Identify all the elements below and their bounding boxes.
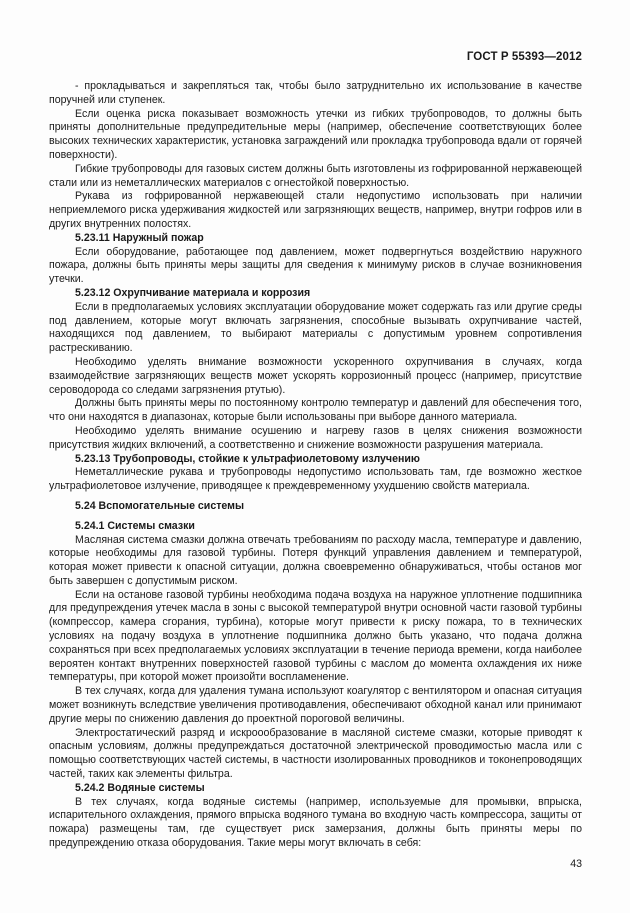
document-header: ГОСТ Р 55393—2012: [466, 51, 582, 63]
paragraph: Масляная система смазки должна отвечать требованиям по расходу масла, температуре и давлению, которые необходимы для газовой турбины. Потеря функций управления давлением и температурой, которая может привести к опасной ситуации, должна своевременно обнаруживаться, чтобы останов мог быть завершен с допустимым риском.: [49, 533, 582, 587]
page-number: 43: [570, 858, 582, 870]
paragraph: Необходимо уделять внимание осушению и нагреву газов в целях снижения возможности присутствия жидких включений, а соответственно и снижение возможности разрушения материала.: [49, 424, 582, 451]
subsection-heading: 5.23.12 Охрупчивание материала и коррозия: [75, 286, 311, 299]
paragraph: В тех случаях, когда водяные системы (например, используемые для промывки, впрыска, испарительного охлаждения, прямого впрыска водяного тумана во входную часть компрессора, защиты от пожара) размещены там, где существует риск замерзания, должны быть приняты меры по предупреждению отказа оборудования. Такие меры могут включать в себя:: [49, 795, 582, 850]
paragraph: Если оборудование, работающее под давлением, может подвергнуться воздействию наружного пожара, должны быть приняты меры защиты для сведения к минимуму рисков в случае возникновения утечки.: [49, 245, 582, 286]
paragraph: Неметаллические рукава и трубопроводы недопустимо использовать там, где возможно жесткое ультрафиолетовое излучение, приводящее к преждевременному ухудшению свойств материала.: [49, 466, 582, 493]
paragraph: В тех случаях, когда для удаления тумана используют коагулятор с вентилятором и опасная ситуация может возникнуть вследствие увеличения противодавления, обеспечивают обходной канал или принимают другие меры по снижению давления до проектной пороговой величины.: [49, 685, 582, 725]
paragraph: Если оценка риска показывает возможность утечки из гибких трубопроводов, то должны быть приняты дополнительные предупредительные меры (например, обеспечение соответствующих более высоких технических характеристик, установка заграждений или прокладка трубопровода вдали от горячей поверхности).: [49, 107, 582, 161]
subsection-heading: 5.23.11 Наружный пожар: [75, 231, 204, 244]
subsection-heading: 5.24.1 Системы смазки: [75, 519, 195, 532]
paragraph: Необходимо уделять внимание возможности ускоренного охрупчивания в случаях, когда взаимодействие загрязняющих веществ может ускорять коррозионный процесс (например, присутствие сероводорода со следами загрязнения ртутью).: [49, 355, 582, 396]
subsection-heading: 5.24.2 Водяные системы: [75, 781, 205, 794]
paragraph: Должны быть приняты меры по постоянному контролю температур и давлений для обеспечения того, что они находятся в диапазонах, которые были использованы при выборе данного материала.: [49, 397, 582, 424]
document-body: [49, 80, 582, 851]
paragraph: Электростатический разряд и искроообразование в масляной системе смазки, которые приводят к опасным условиям, должны предупреждаться достаточной электрической проводимостью масла или с помощью соответствующих частей системы, в частности изолированных проводников и токонепроводящих частей, таких как элементы фильтра.: [49, 726, 582, 781]
paragraph: Если на останове газовой турбины необходима подача воздуха на наружное уплотнение подшипника для предупреждения утечек масла в зоны с высокой температурой внутри основной части газовой турбины (компрессор, камера сгорания, турбина), которые могут привести к риску пожара, то в технических условиях на подачу воздуха в уплотнение подшипника должно быть указано, что подача должна сохраняться при всех предполагаемых условиях эксплуатации в течение периода времени, когда наиболее вероятен контакт внутренних поверхностей газовой турбины с маслом до момента охлаждения их ниже температуры, при которой может произойти воспламенение.: [49, 588, 582, 684]
paragraph: - прокладываться и закрепляться так, чтобы было затруднительно их использование в качестве поручней или ступенек.: [49, 80, 582, 106]
section-heading: 5.24 Вспомогательные системы: [75, 499, 245, 512]
paragraph: Рукава из гофрированной нержавеющей стали недопустимо использовать при наличии неприемлемого риска удерживания жидкостей или загрязняющих веществ, например, внутри гофров или в других внутренних полостях.: [49, 190, 582, 230]
paragraph: Гибкие трубопроводы для газовых систем должны быть изготовлены из гофрированной нержавеющей стали или из неметаллических материалов с огнестойкой поверхностью.: [49, 162, 582, 189]
subsection-heading: 5.23.13 Трубопроводы, стойкие к ультрафиолетовому излучению: [75, 452, 420, 465]
paragraph: Если в предполагаемых условиях эксплуатации оборудование может содержать газ или другие среды под давлением, которые могут включать загрязнения, способные вызывать охрупчивание частей, находящихся под давлением, то выбирают материалы с допустимым уровнем сопротивления растрескиванию.: [49, 300, 582, 355]
